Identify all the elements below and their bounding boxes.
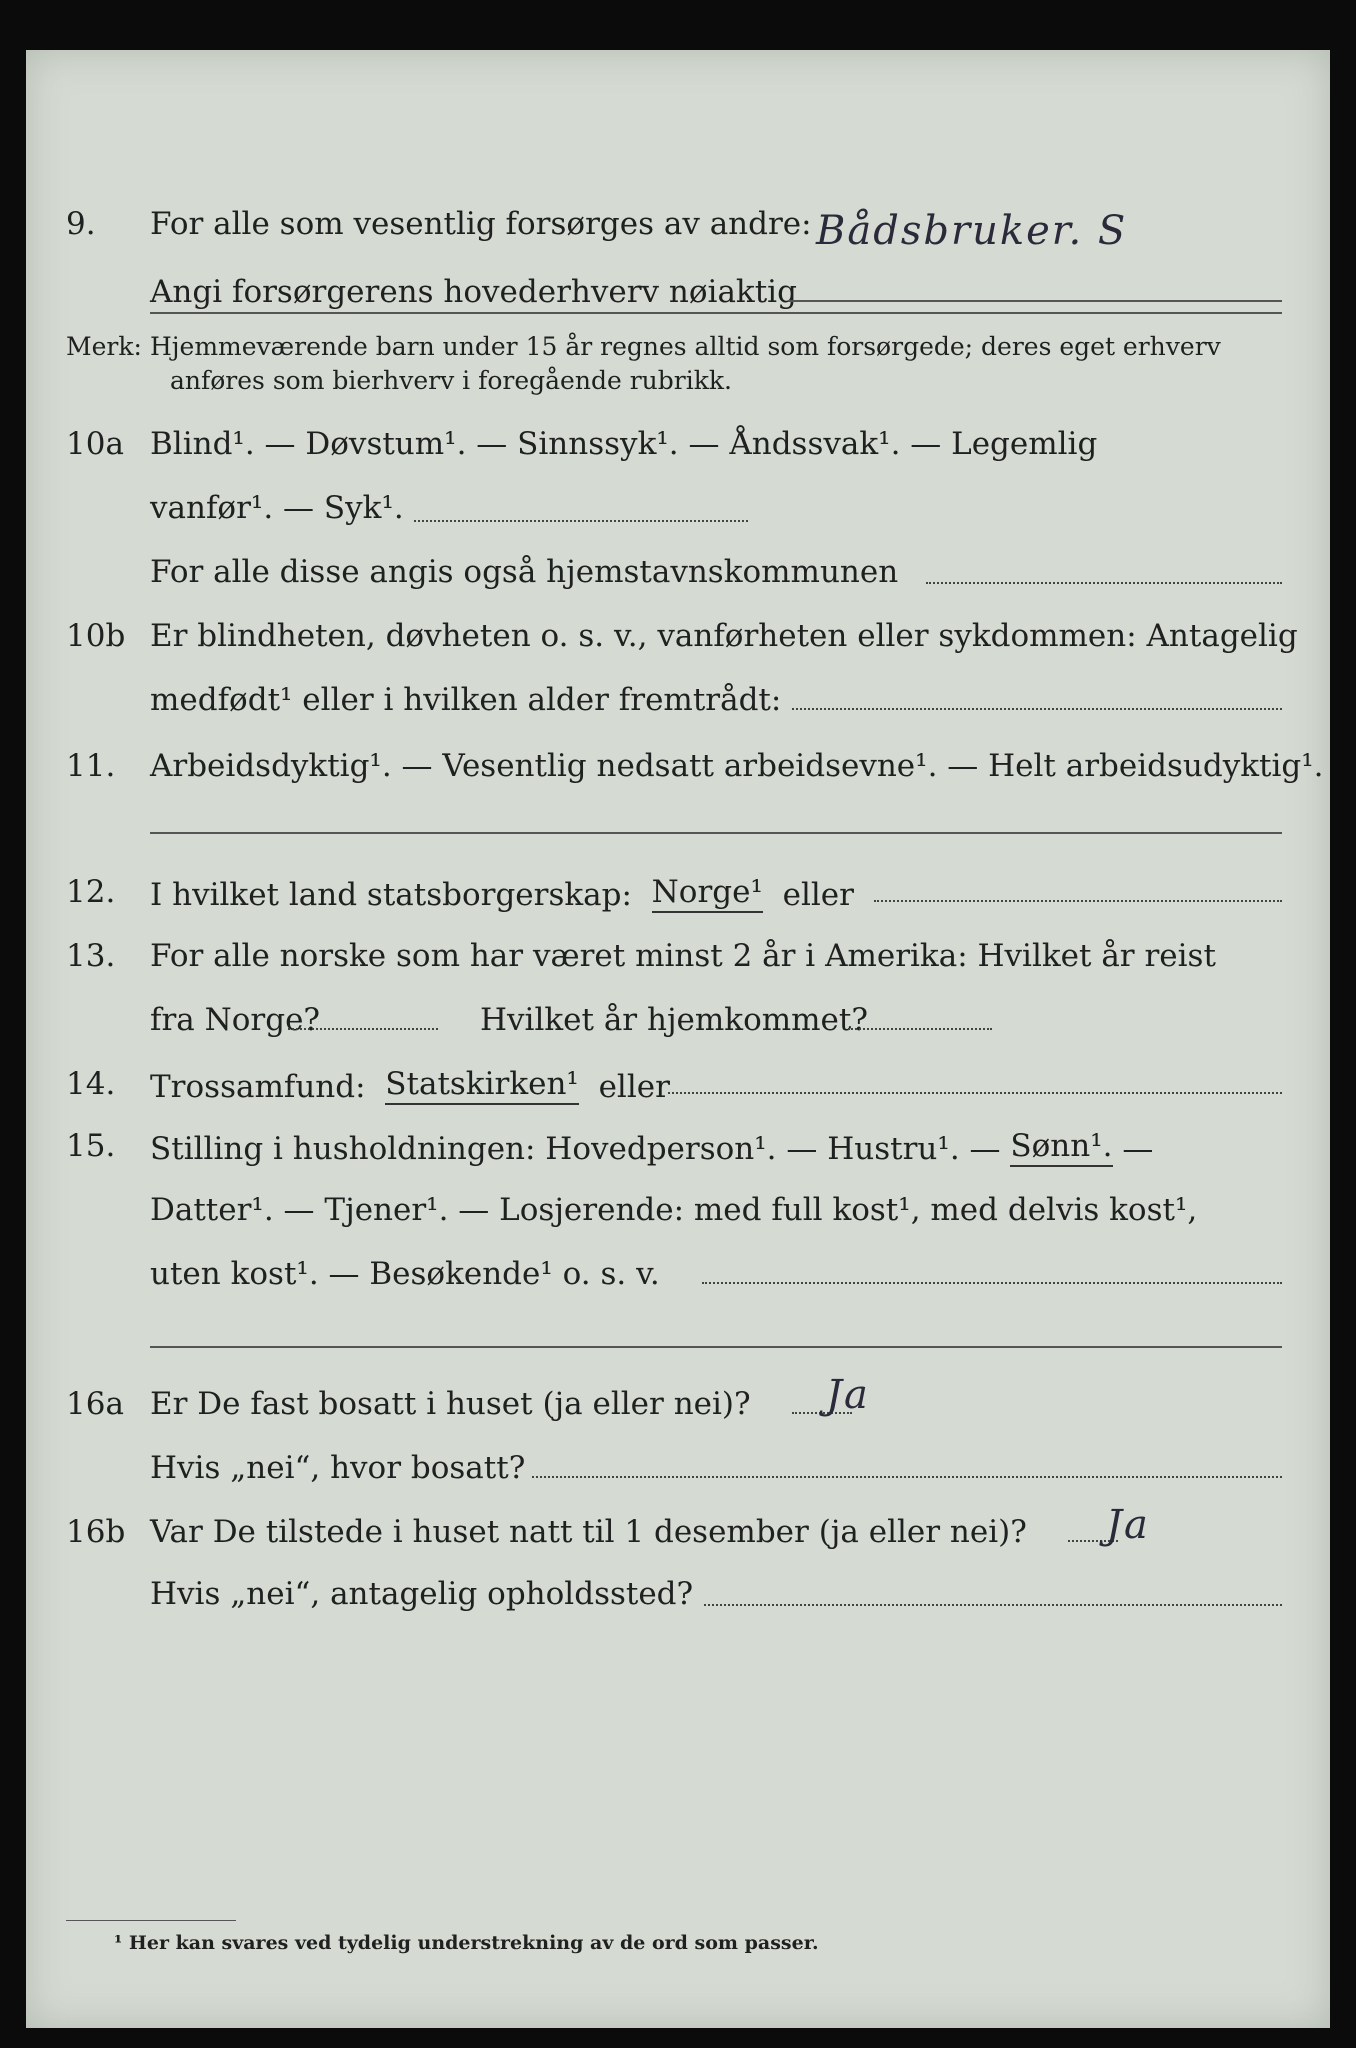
answer-line	[150, 312, 1282, 314]
question-text: Blind¹. — Døvstum¹. — Sinnssyk¹. — Åndssvak¹. — Legemlig	[150, 426, 1098, 462]
answer-line	[788, 300, 1282, 302]
question-number: 9.	[66, 206, 96, 242]
question-text: Stilling i husholdningen: Hovedperson¹. — Hustru¹. —	[150, 1131, 1001, 1167]
underlined-answer: Sønn¹.	[1010, 1128, 1112, 1167]
question-13	[26, 932, 1330, 982]
question-number: 11.	[66, 748, 116, 784]
question-number: 16a	[66, 1386, 124, 1422]
question-14	[26, 1060, 1330, 1110]
answer-line	[288, 1028, 438, 1030]
answer-line	[848, 1028, 992, 1030]
answer-line	[532, 1476, 1282, 1478]
question-number: 14.	[66, 1066, 116, 1102]
question-text: medfødt¹ eller i hvilken alder fremtrådt:	[150, 682, 782, 718]
question-16b-line2	[26, 1570, 1330, 1620]
note-label: Merk:	[66, 332, 142, 361]
question-number: 13.	[66, 938, 116, 974]
question-text: Hvis „nei“, hvor bosatt?	[150, 1450, 526, 1486]
question-number: 10b	[66, 618, 126, 654]
question-13-line2	[26, 996, 1330, 1046]
question-text: For alle som vesentlig forsørges av andre:	[150, 206, 812, 242]
question-15-line2	[26, 1186, 1330, 1236]
question-text: eller	[782, 877, 854, 913]
question-10a-line2	[26, 484, 1330, 534]
underlined-answer: Statskirken¹	[385, 1066, 579, 1105]
question-text: For alle disse angis også hjemstavnskommunen	[150, 554, 899, 590]
question-number: 12.	[66, 874, 116, 910]
question-text: For alle norske som har været minst 2 år i Amerika: Hvilket år reist	[150, 938, 1216, 974]
footnote-rule	[66, 1920, 236, 1921]
question-text: Arbeidsdyktig¹. — Vesentlig nedsatt arbeidsevne¹. — Helt arbeidsudyktig¹.	[150, 748, 1324, 784]
question-text: I hvilket land statsborgerskap:	[150, 877, 632, 913]
question-text: Er De fast bosatt i huset (ja eller nei)?	[150, 1386, 751, 1422]
census-form-page	[26, 50, 1330, 2028]
question-15	[26, 1122, 1330, 1172]
handwritten-answer: Ja	[1106, 1502, 1150, 1548]
question-16a	[26, 1380, 1330, 1430]
question-text: fra Norge?	[150, 1002, 321, 1038]
question-text: Trossamfund:	[150, 1069, 366, 1105]
question-text: Var De tilstede i huset natt til 1 desember (ja eller nei)?	[150, 1514, 1027, 1550]
question-text: Hvis „nei“, antagelig opholdssted?	[150, 1576, 694, 1612]
question-text: —	[1122, 1131, 1154, 1167]
answer-line	[702, 1282, 1282, 1284]
question-number: 15.	[66, 1128, 116, 1164]
question-text: Er blindheten, døvheten o. s. v., vanførheten eller sykdommen: Antagelig	[150, 618, 1298, 654]
question-text: eller	[598, 1069, 670, 1105]
question-number: 16b	[66, 1514, 126, 1550]
question-text: Angi forsørgerens hovederhverv nøiaktig	[150, 274, 797, 310]
question-10a-line3	[26, 548, 1330, 598]
question-10b	[26, 612, 1330, 662]
question-9	[26, 200, 1330, 250]
answer-line	[668, 1092, 1282, 1094]
answer-line	[792, 708, 1282, 710]
question-text: Datter¹. — Tjener¹. — Losjerende: med full kost¹, med delvis kost¹,	[150, 1192, 1198, 1228]
question-10b-line2	[26, 676, 1330, 726]
question-text: uten kost¹. — Besøkende¹ o. s. v.	[150, 1256, 660, 1292]
footnote: ¹ Her kan svares ved tydelig understrekning av de ord som passer.	[114, 1932, 819, 1954]
question-11	[26, 742, 1330, 792]
question-text: Hvilket år hjemkommet?	[480, 1002, 868, 1038]
handwritten-answer: Ja	[826, 1372, 870, 1418]
answer-line	[704, 1604, 1282, 1606]
answer-line	[150, 1346, 1282, 1348]
note-text: anføres som bierhverv i foregående rubrikk.	[170, 366, 732, 395]
question-9-line2	[26, 268, 1330, 318]
handwritten-answer: Bådsbruker. S	[816, 208, 1128, 254]
answer-line	[414, 520, 748, 522]
question-12	[26, 868, 1330, 918]
question-15-line3	[26, 1250, 1330, 1300]
question-16a-line2	[26, 1444, 1330, 1494]
question-10a	[26, 420, 1330, 470]
answer-line	[874, 900, 1282, 902]
question-text: vanfør¹. — Syk¹.	[150, 490, 404, 526]
note-text: Hjemmeværende barn under 15 år regnes alltid som forsørgede; deres eget erhverv	[150, 332, 1221, 361]
question-number: 10a	[66, 426, 124, 462]
answer-line	[150, 832, 1282, 834]
underlined-answer: Norge¹	[652, 874, 763, 913]
answer-line	[926, 582, 1282, 584]
